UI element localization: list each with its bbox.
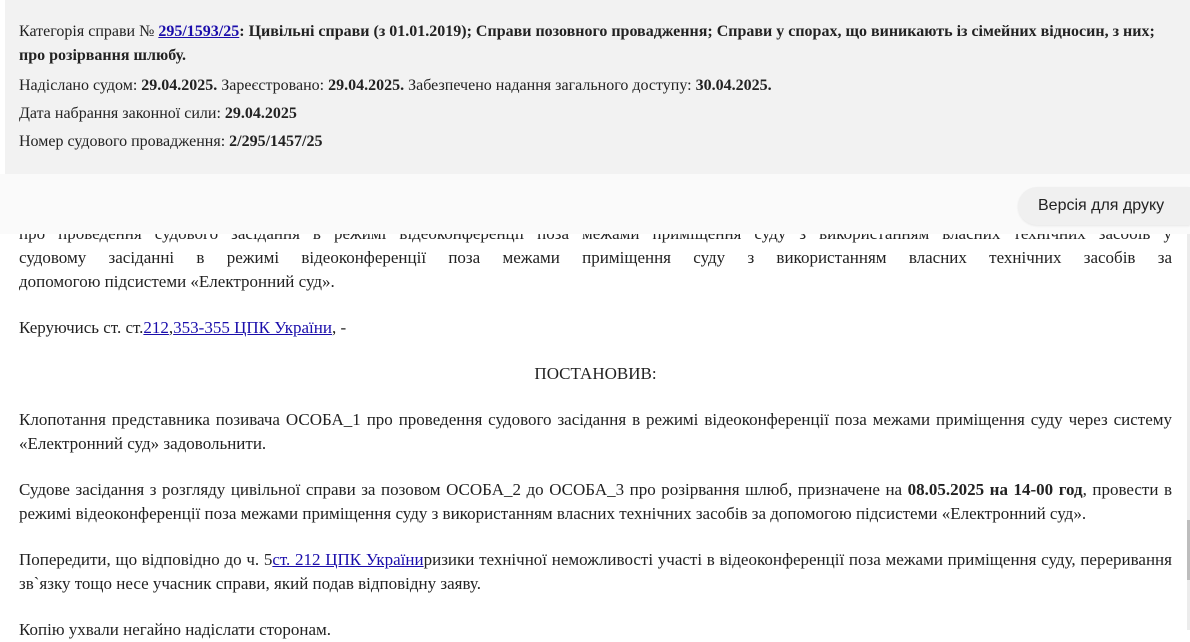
doc-text: , [168,318,174,337]
doc-heading: ПОСТАНОВИВ: [534,364,657,383]
link-art-212[interactable]: 212 [143,318,169,337]
proceeding-number-row [19,130,1176,154]
case-category-value: : Цивільні справи (з 01.01.2019); Справи позовного провадження; Справи у спорах, що виникають із сімейних відносин, з них; про розірвання шлюбу. [19,23,1155,64]
case-dates [19,74,1176,98]
doc-text: ризики технічної неможливості участі в відеоконференції поза межами приміщення суду, переривання зв`язку тощо несе учасник справи, який подав відповідну заяву. [19,550,1172,593]
doc-paragraph-line [19,246,1172,270]
doc-text: , провести в режимі відеоконференції поза межами приміщення суду з використанням власних технічних засобів за допомогою підсистеми «Електронний суд». [19,480,1173,523]
case-category-label: Категорія справи № [19,23,159,40]
doc-paragraph-copy: Копію ухвали негайно надіслати сторонам. [19,620,332,639]
case-info-panel [5,0,1190,174]
force-label: Дата набрання законної сили: [19,105,225,122]
link-art-353-355[interactable]: 353-355 ЦПК України [173,318,332,337]
doc-text: допомогою підсистеми «Електронний суд». [19,272,335,291]
case-category [19,20,1176,68]
doc-paragraph-guided [19,316,1172,340]
doc-paragraph-motion: Клопотання представника позивача ОСОБА_1 про проведення судового засідання в режимі відеоконференції поза межами приміщення суду через систему «Електронний суд» задовольнити. [19,410,1172,453]
access-date: 30.04.2025. [695,77,772,94]
document-viewport [0,234,1190,639]
doc-text: судовому засіданні в режимі відеоконференції поза межами приміщення суду з використанням власних технічних засобів за [19,248,1172,267]
doc-paragraph-line [19,270,1172,294]
link-art-212-cpc[interactable]: ст. 212 ЦПК України [272,550,424,569]
proceeding-number: 2/295/1457/25 [229,133,323,150]
doc-text: Попередити, що відповідно до ч. 5 [19,550,273,569]
sent-label: Надіслано судом: [19,77,142,94]
print-version-button[interactable]: Версія для друку [1018,187,1190,225]
registered-date: 29.04.2025. [328,77,405,94]
doc-text: , - [331,318,347,337]
case-number-link[interactable]: 295/1593/25 [158,23,240,40]
doc-text: Керуючись ст. ст. [19,318,144,337]
sent-date: 29.04.2025. [141,77,218,94]
doc-text: Судове засідання з розгляду цивільної справи за позовом ОСОБА_2 до ОСОБА_3 про розірвання шлюб, призначене на [19,480,908,499]
header-gap [0,174,1190,234]
force-date-row [19,102,1176,126]
proceeding-label: Номер судового провадження: [19,133,230,150]
document-body [19,222,1172,642]
doc-paragraph-hearing [19,478,1172,526]
force-date: 29.04.2025 [224,105,297,122]
hearing-date: 08.05.2025 на 14-00 год [907,480,1083,499]
doc-paragraph-warning [19,548,1172,596]
access-label: Забезпечено надання загального доступу: [404,77,696,94]
registered-label: Зареєстровано: [217,77,329,94]
